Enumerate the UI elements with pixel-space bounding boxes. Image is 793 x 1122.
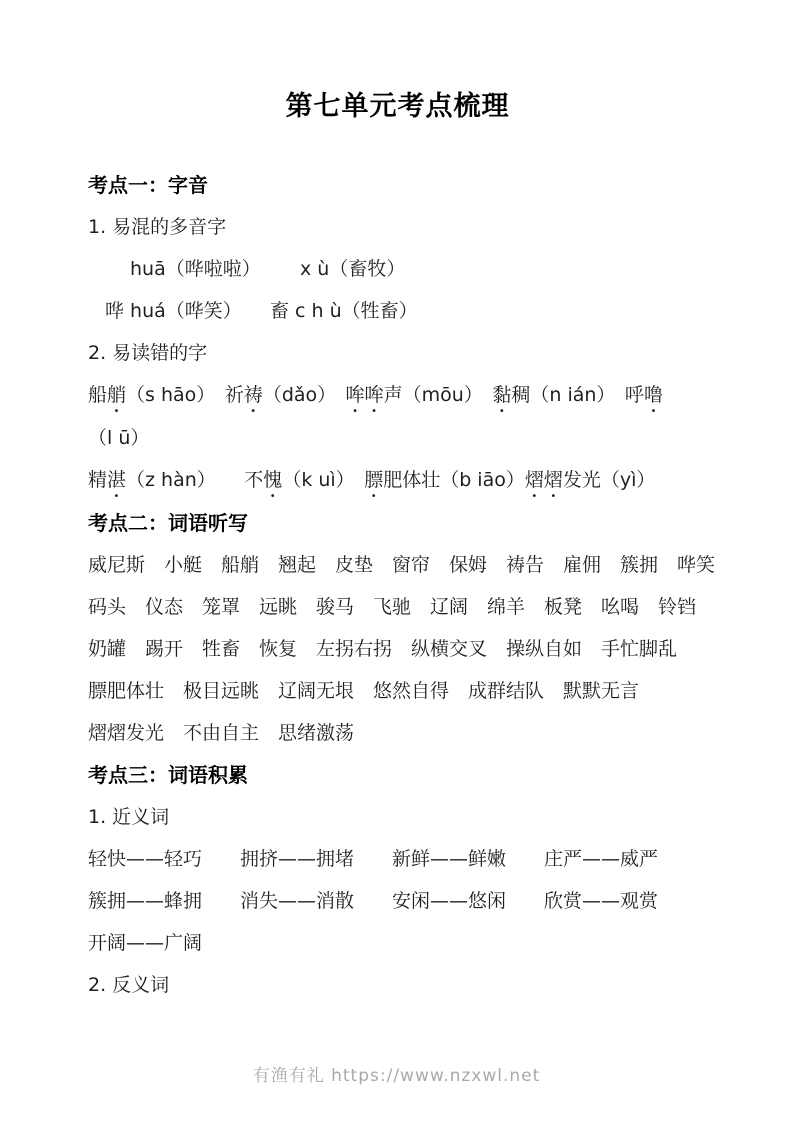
polyphone-row-1 [88,248,707,290]
section3-subitem-1: 1. 近义词 [88,806,170,828]
section1-heading: 考点一：字音 [88,173,208,197]
emphasized-character: 熠熠 [524,469,563,491]
text-run: 不 [244,469,264,491]
synonym-line-3: 开阔——广阔 [88,932,203,954]
misread-line-2: （l ū） [88,427,150,449]
dictation-line-1: 威尼斯 小艇 船艄 翘起 皮垫 窗帘 保姆 祷告 雇佣 簇拥 哗笑 [88,554,716,576]
text-run: 稠（n ián） [511,384,625,406]
synonym-line-2: 簇拥——蜂拥 消失——消散 安闲——悠闲 欣赏——观赏 [88,890,659,912]
emphasized-character: 湛 [107,469,127,491]
section2-heading: 考点二：词语听写 [88,511,248,535]
page-title: 第七单元考点梳理 [285,91,510,122]
text-run: 呼 [624,384,644,406]
emphasized-character: 艄 [107,384,127,406]
emphasized-character: 黏 [492,384,512,406]
misread-line-3 [88,459,707,502]
section1-subitem-1: 1. 易混的多音字 [88,216,227,238]
emphasized-character: 祷 [243,384,263,406]
misread-line-1 [88,374,707,417]
polyphone-row-2 [88,290,707,332]
text-run: 声（mōu） [383,384,493,406]
emphasized-character: 膘 [364,469,384,491]
section1-subitem-2: 2. 易读错的字 [88,342,208,364]
text-run: 精 [88,469,108,491]
synonym-line-1: 轻快——轻巧 拥挤——拥堵 新鲜——鲜嫩 庄严——威严 [88,848,659,870]
polyphone-chu: 畜 c h ù（牲畜） [270,300,418,322]
text-run: （z hàn） [126,469,245,491]
emphasized-character: 噜 [643,384,663,406]
dictation-line-5: 熠熠发光 不由自主 思绪激荡 [88,722,355,744]
emphasized-character: 愧 [263,469,283,491]
polyphone-hua2: 哗 huá（哗笑） [105,300,242,322]
text-run: 祈 [224,384,244,406]
watermark-footer: 有渔有礼 https://www.nzxwl.net [252,1066,541,1086]
text-run: 发光（yì） [562,469,656,491]
text-run: （s hāo） [126,384,225,406]
dictation-line-3: 奶罐 踢开 牲畜 恢复 左拐右拐 纵横交叉 操纵自如 手忙脚乱 [88,638,678,660]
polyphone-hua1: huā（哗啦啦） [130,258,261,280]
text-run: （k uì） [282,469,365,491]
dictation-line-4: 膘肥体壮 极目远眺 辽阔无垠 悠然自得 成群结队 默默无言 [88,680,640,702]
section3-heading: 考点三：词语积累 [88,763,248,787]
emphasized-character: 哞哞 [345,384,384,406]
section3-subitem-2: 2. 反义词 [88,974,170,996]
text-run: （dǎo） [262,384,346,406]
text-run: 肥体壮（b iāo） [383,469,525,491]
dictation-line-2: 码头 仪态 笼罩 远眺 骏马 飞驰 辽阔 绵羊 板凳 吆喝 铃铛 [88,596,697,618]
text-run: 船 [88,384,108,406]
polyphone-xu: x ù（畜牧） [300,258,406,280]
